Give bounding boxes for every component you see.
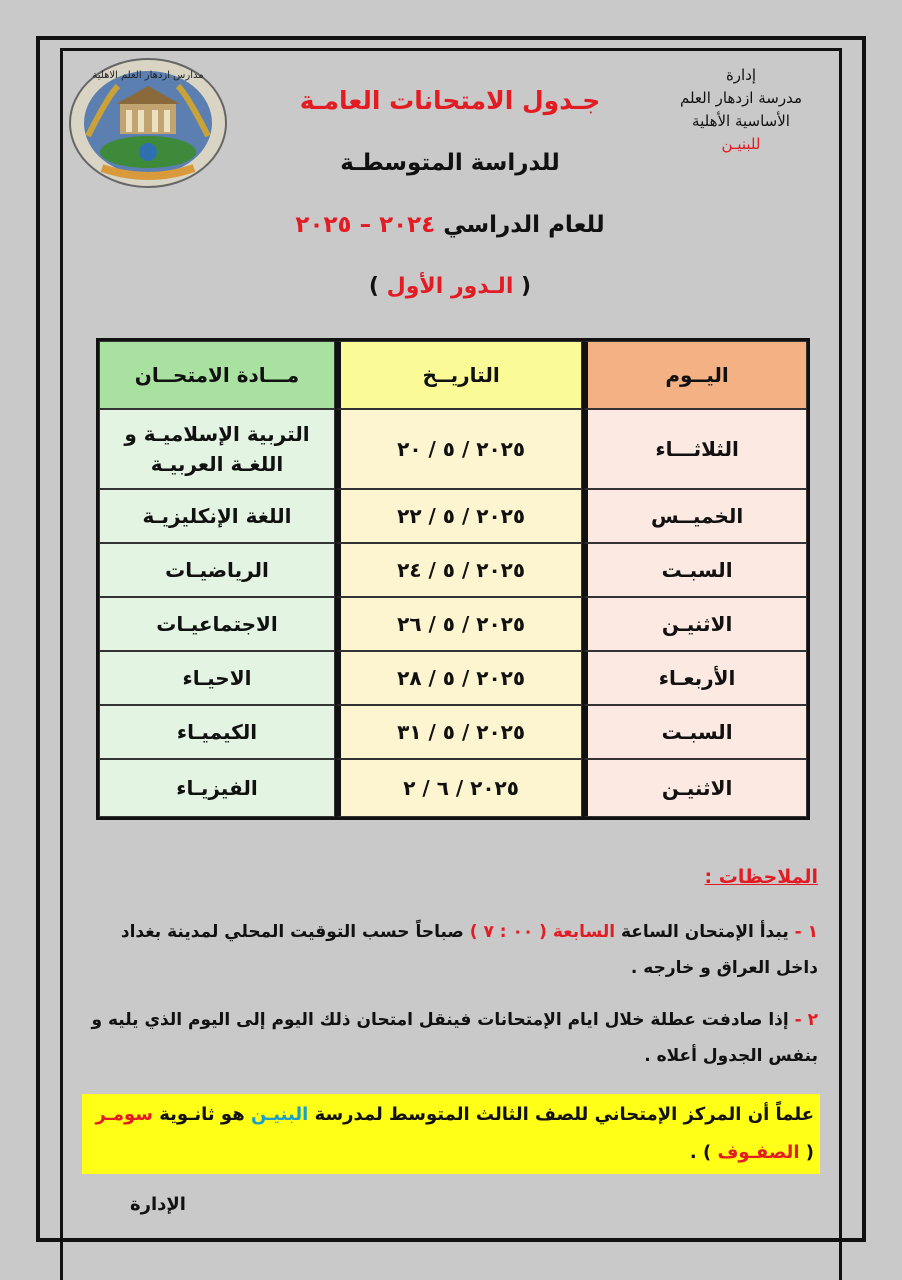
year-prefix: للعام الدراسي — [443, 212, 605, 238]
table-row — [99, 597, 807, 651]
table-row — [99, 759, 807, 817]
note-2 — [78, 1002, 818, 1074]
cell-subject: الاجتماعيـات — [99, 597, 335, 651]
note-1-text-a: يبدأ الإمتحان الساعة — [620, 922, 789, 942]
page-title: جـدول الامتحانات العامـة — [299, 86, 601, 115]
cell-subject: التربية الإسلاميـة و اللغـة العربيـة — [99, 409, 335, 489]
table-row — [99, 705, 807, 759]
admin-line-3: الأساسية الأهلية — [692, 112, 790, 130]
signature: الإدارة — [130, 1194, 186, 1215]
cell-date: ٢٠٢٥ / ٦ / ٢ — [335, 759, 582, 817]
notice-close: ) . — [689, 1142, 712, 1163]
notes-heading: الملاحظات : — [704, 866, 818, 888]
cell-date: ٢٠٢٥ / ٥ / ٣١ — [335, 705, 582, 759]
header-subject: مـــادة الامتحــان — [99, 341, 335, 409]
round-close: ) — [368, 274, 379, 299]
cell-day: الاثنيـن — [582, 759, 807, 817]
notice-school: البنيـن — [250, 1104, 309, 1125]
table-row — [99, 651, 807, 705]
cell-day: الاثنيـن — [582, 597, 807, 651]
table-row — [99, 409, 807, 489]
table-row — [99, 489, 807, 543]
cell-subject: الفيزيـاء — [99, 759, 335, 817]
note-1-text-b: صباحاً حسب التوقيت المحلي لمدينة بغداد داخل العراق و خارجه . — [120, 922, 818, 978]
cell-day: السبـت — [582, 543, 807, 597]
header-date: التاريــخ — [335, 341, 582, 409]
table-row — [99, 543, 807, 597]
cell-day: الخميــس — [582, 489, 807, 543]
cell-subject: اللغة الإنكليزيـة — [99, 489, 335, 543]
exam-schedule-table — [96, 338, 810, 820]
notice-area: الصفـوف — [717, 1142, 800, 1163]
notice-text-a: علماً أن المركز الإمتحاني للصف الثالث المتوسط لمدرسة — [314, 1104, 814, 1125]
note-2-text: إذا صادفت عطلة خلال ايام الإمتحانات فينقل امتحان ذلك اليوم إلى اليوم الذي يليه و بنفس الجدول أعلاه . — [91, 1010, 818, 1066]
exam-center-notice — [82, 1094, 820, 1174]
header-day: اليــوم — [582, 341, 807, 409]
cell-date: ٢٠٢٥ / ٥ / ٢٢ — [335, 489, 582, 543]
round-title — [200, 274, 700, 299]
cell-day: الثلاثـــاء — [582, 409, 807, 489]
stage-title: للدراسة المتوسطـة — [340, 150, 560, 176]
year-value: ٢٠٢٤ – ٢٠٢٥ — [295, 212, 436, 238]
cell-day: السبـت — [582, 705, 807, 759]
round-open: ( — [521, 274, 532, 299]
note-1-time: ( ٠٠ : ٧ ) — [469, 922, 547, 942]
notice-center: سومـر — [95, 1104, 153, 1125]
notice-open: ( — [805, 1142, 814, 1163]
note-1-number: ١ - — [794, 922, 818, 942]
cell-date: ٢٠٢٥ / ٥ / ٢٨ — [335, 651, 582, 705]
cell-date: ٢٠٢٥ / ٥ / ٢٠ — [335, 409, 582, 489]
logo-text: مدارس ازدهار العلم الاهلية — [92, 70, 204, 81]
round-label: الـدور الأول — [386, 274, 514, 299]
table-header-row — [99, 341, 807, 409]
cell-subject: الرياضيـات — [99, 543, 335, 597]
cell-subject: الكيميـاء — [99, 705, 335, 759]
cell-subject: الاحيـاء — [99, 651, 335, 705]
admin-line-4: للبنيـن — [721, 135, 761, 153]
cell-date: ٢٠٢٥ / ٥ / ٢٦ — [335, 597, 582, 651]
note-1 — [78, 914, 818, 986]
admin-line-2: مدرسة ازدهار العلم — [679, 89, 803, 107]
cell-date: ٢٠٢٥ / ٥ / ٢٤ — [335, 543, 582, 597]
admin-line-1: إدارة — [725, 66, 757, 84]
notice-text-b: هو ثانـوية — [159, 1104, 245, 1125]
note-1-hour-word: السابعة — [552, 922, 616, 942]
note-2-number: ٢ - — [794, 1010, 818, 1030]
year-title — [200, 212, 700, 238]
cell-day: الأربعـاء — [582, 651, 807, 705]
